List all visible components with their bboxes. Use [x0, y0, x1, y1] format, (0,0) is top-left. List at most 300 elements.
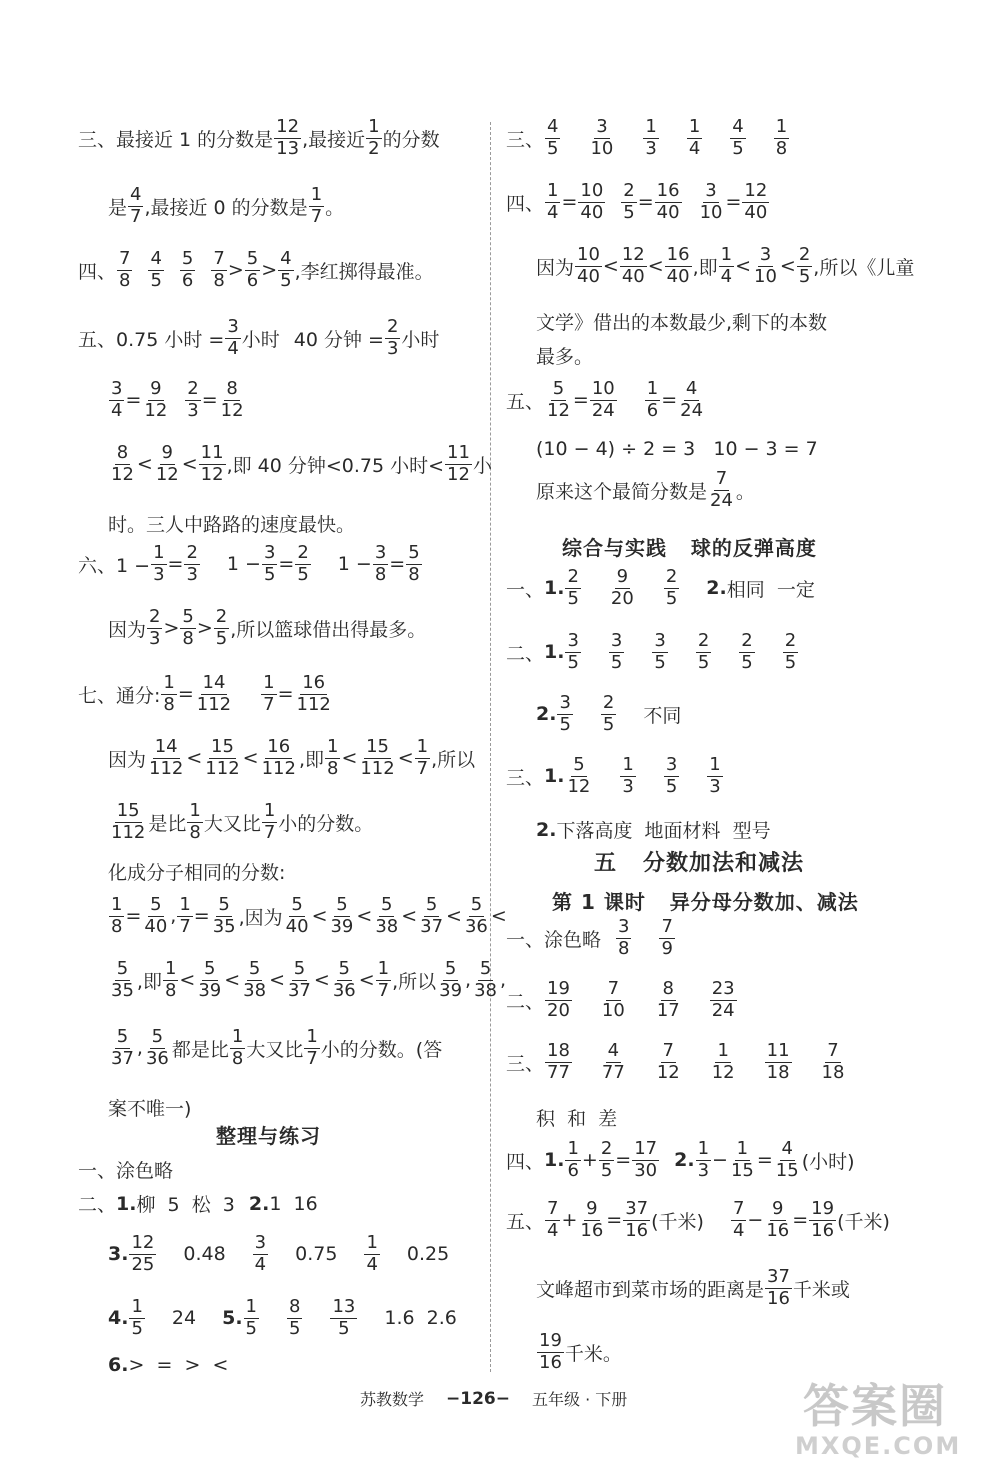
denominator: 6	[246, 269, 259, 291]
denominator: 12	[111, 463, 134, 485]
answer-text: 三、	[506, 128, 545, 151]
fraction	[418, 896, 445, 937]
denominator: 16	[580, 1219, 604, 1241]
denominator: 5	[280, 269, 292, 291]
left-s3-line2	[78, 186, 344, 227]
answer-text: =	[725, 191, 742, 214]
denominator: 7	[306, 1047, 318, 1069]
numerator: 9	[161, 442, 173, 463]
practice-s3-line2	[506, 816, 771, 843]
fraction	[109, 444, 136, 485]
answer-text: 原来这个最简分数是	[536, 480, 708, 503]
fraction	[278, 250, 293, 291]
fraction	[687, 118, 702, 159]
denominator: 12	[220, 399, 244, 421]
fraction	[621, 182, 636, 223]
practice-s2-line2	[506, 694, 681, 735]
denominator: 5	[131, 1317, 143, 1339]
numerator: 2	[567, 566, 579, 587]
denominator: 4	[111, 399, 123, 421]
practice-s3-line1	[506, 756, 724, 797]
fraction	[286, 960, 313, 1001]
fraction	[437, 960, 464, 1001]
denominator: 18	[821, 1061, 845, 1083]
answer-text: =	[177, 683, 194, 706]
answer-text: 一、	[506, 578, 545, 601]
numerator: 7	[661, 916, 673, 937]
denominator: 24	[680, 399, 704, 421]
answer-text: (小时)	[801, 1150, 855, 1173]
numerator: 11	[447, 442, 470, 463]
answer-text: >	[227, 259, 244, 282]
denominator: 39	[198, 979, 222, 1001]
denominator: 2	[368, 137, 380, 159]
answer-text: =	[201, 389, 218, 412]
answer-text: 大又比	[246, 1038, 304, 1061]
numerator: 11	[766, 1040, 790, 1061]
numerator: 16	[666, 244, 690, 265]
fraction	[565, 756, 592, 797]
fraction	[211, 896, 238, 937]
fraction	[696, 1140, 711, 1181]
denominator: 40	[580, 201, 604, 223]
fraction	[117, 250, 132, 291]
numerator: 5	[408, 542, 420, 563]
denominator: 16	[539, 1351, 562, 1373]
answer-text: 2.	[706, 577, 727, 600]
answer-text: 1.	[544, 641, 565, 664]
answer-text: <	[311, 905, 328, 928]
numerator: 9	[616, 566, 629, 587]
fraction	[199, 444, 226, 485]
answer-text: 1.	[116, 1192, 137, 1215]
numerator: 2	[149, 606, 161, 627]
numerator: 3	[596, 116, 608, 137]
answer-text: 四、	[506, 1150, 545, 1173]
numerator: 2	[798, 244, 811, 265]
numerator: 1	[416, 736, 429, 757]
numerator: 5	[338, 958, 350, 979]
numerator: 4	[280, 248, 292, 269]
numerator: 19	[811, 1198, 835, 1219]
answer-text: <	[602, 255, 619, 278]
numerator: 10	[591, 378, 615, 399]
denominator: 40	[656, 201, 680, 223]
numerator: 1	[688, 116, 701, 137]
answer-text: <	[397, 747, 414, 770]
fraction	[774, 1140, 801, 1181]
numerator: 3	[559, 692, 571, 713]
fraction	[187, 802, 202, 843]
denominator: 38	[243, 979, 267, 1001]
denominator: 112	[360, 757, 395, 779]
answer-text: −	[747, 1209, 764, 1232]
numerator: 2	[600, 1138, 613, 1159]
denominator: 77	[547, 1061, 570, 1083]
answer-text: =	[389, 553, 406, 576]
denominator: 5	[289, 1317, 301, 1339]
answer-text: <	[269, 969, 285, 992]
column-divider	[490, 122, 491, 1372]
numerator: 7	[547, 1198, 559, 1219]
numerator: 2	[697, 630, 710, 651]
left-s4	[78, 250, 434, 291]
denominator: 3	[709, 775, 721, 797]
denominator: 35	[212, 915, 236, 937]
numerator: 7	[213, 248, 225, 269]
right-s5-line3	[506, 470, 755, 511]
fraction	[764, 1200, 791, 1241]
left-s5-line3	[78, 444, 492, 485]
denominator: 4	[227, 337, 239, 359]
denominator: 39	[439, 979, 463, 1001]
numerator: 5	[246, 248, 259, 269]
numerator: 17	[634, 1138, 658, 1159]
numerator: 5	[425, 894, 438, 915]
fraction	[557, 694, 572, 735]
numerator: 8	[289, 1296, 301, 1317]
answer-text: 三、最接近 1 的分数是	[78, 128, 274, 151]
denominator: 8	[119, 269, 131, 291]
numerator: 3	[759, 244, 772, 265]
answer-text: 积 和 差	[536, 1108, 618, 1130]
answer-text: 1.	[544, 577, 565, 600]
answer-text: 1.	[544, 765, 565, 788]
fraction	[463, 896, 490, 937]
denominator: 5	[654, 651, 666, 673]
numerator: 1	[709, 754, 721, 775]
fraction	[325, 738, 340, 779]
denominator: 77	[601, 1061, 625, 1083]
numerator: 5	[116, 1026, 129, 1047]
fraction	[545, 118, 560, 159]
answer-text: <	[179, 969, 196, 992]
numerator: 2	[386, 316, 399, 337]
fraction	[645, 380, 660, 421]
answer-text: 1.6 2.6	[384, 1307, 457, 1330]
left-s7-line8	[78, 1094, 191, 1121]
fraction	[241, 960, 268, 1001]
fraction	[623, 1200, 650, 1241]
numerator: 8	[662, 978, 674, 999]
numerator: 7	[119, 248, 131, 269]
answer-text: 案不唯一)	[108, 1098, 192, 1120]
fraction	[665, 246, 692, 287]
numerator: 4	[130, 184, 142, 205]
left-s7-line1	[78, 674, 334, 715]
fraction	[109, 802, 147, 843]
answer-text: ,	[170, 905, 177, 928]
answer-text: 相同 一定	[726, 578, 815, 601]
numerator: 5	[150, 894, 162, 915]
denominator: 7	[263, 693, 275, 715]
answer-text: 是比	[148, 812, 187, 835]
denominator: 7	[179, 915, 191, 937]
answer-text: 柳 5 松 3	[136, 1194, 235, 1216]
answer-text: (10 − 4) ÷ 2 = 3 10 − 3 = 7	[536, 438, 818, 460]
numerator: 5	[151, 1026, 164, 1047]
numerator: 1	[263, 800, 276, 821]
denominator: 3	[186, 563, 198, 585]
fraction	[147, 608, 162, 649]
denominator: 5	[559, 713, 571, 735]
fraction	[211, 250, 226, 291]
fraction	[304, 1028, 319, 1069]
answer-text: 时。三人中路路的速度最快。	[108, 514, 356, 536]
left-s6-line1	[78, 544, 423, 585]
answer-text: =	[661, 389, 678, 412]
denominator: 5	[600, 1159, 613, 1181]
numerator: 3	[567, 630, 579, 651]
answer-text: ,	[136, 1037, 143, 1060]
answer-text: <	[735, 255, 751, 278]
fraction	[545, 1200, 560, 1241]
fraction	[129, 1234, 156, 1275]
denominator: 5	[567, 587, 579, 609]
fraction	[163, 960, 178, 1001]
fraction	[655, 980, 682, 1021]
answer-text: 三、	[506, 766, 545, 789]
denominator: 10	[754, 265, 777, 287]
answer-text: 不同	[643, 704, 682, 727]
right-s5-line2	[506, 438, 818, 460]
fraction	[180, 250, 195, 291]
answer-text: 0.48	[183, 1243, 226, 1266]
denominator: 5	[338, 1317, 350, 1339]
answer-text: <	[647, 255, 664, 278]
answer-text: >	[261, 259, 278, 282]
numerator: 5	[182, 606, 194, 627]
review-q3	[78, 1234, 449, 1275]
numerator: 1	[163, 672, 175, 693]
numerator: 1	[366, 1232, 378, 1253]
unit-s2	[506, 980, 738, 1021]
answer-text: 一、涂色略	[506, 928, 602, 951]
fraction	[161, 674, 176, 715]
denominator: 3	[153, 563, 165, 585]
numerator: 9	[772, 1198, 784, 1219]
answer-text: 2.	[536, 703, 557, 726]
fraction	[109, 896, 124, 937]
fraction	[109, 1028, 136, 1069]
fraction	[659, 918, 674, 959]
answer-text: 因为	[536, 256, 575, 279]
fraction	[284, 896, 311, 937]
answer-text: 一、涂色略	[78, 1160, 174, 1182]
fraction	[129, 1298, 144, 1339]
fraction	[196, 960, 223, 1001]
fraction	[707, 756, 722, 797]
numerator: 7	[662, 1040, 674, 1061]
answer-text: ,所以篮球借出得最多。	[230, 618, 427, 641]
denominator: 4	[720, 265, 733, 287]
denominator: 4	[688, 137, 701, 159]
numerator: 1	[131, 1296, 143, 1317]
numerator: 5	[204, 958, 216, 979]
left-s7-line2	[78, 738, 475, 779]
denominator: 5	[150, 269, 162, 291]
denominator: 10	[699, 201, 723, 223]
fraction	[731, 1200, 746, 1241]
answer-text: =	[756, 1149, 773, 1172]
denominator: 8	[182, 627, 194, 649]
fraction	[600, 980, 627, 1021]
denominator: 8	[618, 937, 630, 959]
numerator: 10	[580, 180, 604, 201]
denominator: 15	[730, 1159, 754, 1181]
answer-text: ,因为	[238, 906, 283, 929]
fraction	[588, 118, 615, 159]
denominator: 5	[610, 651, 623, 673]
fraction	[820, 1042, 847, 1083]
numerator: 3	[665, 754, 678, 775]
numerator: 7	[607, 978, 620, 999]
fraction	[765, 1042, 792, 1083]
answer-text: 2.	[536, 818, 557, 841]
answer-text: ,最接近	[302, 128, 366, 151]
denominator: 16	[766, 1219, 790, 1241]
denominator: 8	[213, 269, 225, 291]
fraction	[230, 1028, 245, 1069]
denominator: 5	[665, 587, 678, 609]
fraction	[309, 186, 324, 227]
answer-text: <	[490, 905, 507, 928]
denominator: 17	[656, 999, 680, 1021]
answer-text: >	[196, 617, 213, 640]
numerator: 9	[150, 378, 162, 399]
answer-text: 千米。	[564, 1342, 622, 1365]
numerator: 3	[705, 180, 717, 201]
fraction	[385, 318, 400, 359]
numerator: 2	[784, 630, 797, 651]
fraction	[142, 380, 169, 421]
fraction	[185, 380, 200, 421]
unit-s5-answer1	[506, 1268, 850, 1309]
denominator: 6	[567, 1159, 579, 1181]
fraction	[696, 632, 711, 673]
numerator: 2	[215, 606, 228, 627]
answer-text: 五、	[506, 390, 545, 413]
numerator: 16	[267, 736, 291, 757]
answer-text: ,	[465, 969, 472, 992]
numerator: 2	[297, 542, 309, 563]
numerator: 1	[179, 894, 191, 915]
answer-text: 40 分钟 =	[293, 328, 384, 351]
answer-text: 。	[325, 196, 345, 219]
denominator: 20	[547, 999, 570, 1021]
fraction	[225, 318, 240, 359]
denominator: 8	[231, 1047, 244, 1069]
grade-label: 五年级 · 下册	[532, 1390, 628, 1409]
answer-text: 1 −	[226, 553, 261, 576]
numerator: 18	[547, 1040, 570, 1061]
answer-text: 三、	[506, 1052, 545, 1075]
fraction	[710, 980, 737, 1021]
denominator: 37	[420, 915, 444, 937]
numerator: 23	[711, 978, 735, 999]
denominator: 10	[590, 137, 614, 159]
fraction	[783, 632, 798, 673]
answer-text: <	[136, 453, 153, 476]
unit-s5	[506, 1200, 890, 1241]
denominator: 5	[245, 1317, 257, 1339]
fraction	[565, 1140, 580, 1181]
answer-text: ,	[500, 969, 507, 992]
numerator: 1	[189, 800, 201, 821]
answer-text: <	[313, 969, 330, 992]
denominator: 39	[330, 915, 354, 937]
denominator: 5	[665, 775, 678, 797]
answer-text: +	[561, 1209, 578, 1232]
fraction	[578, 1200, 605, 1241]
answer-text: ,所以	[392, 970, 437, 993]
answer-text: 小时	[241, 328, 280, 351]
fraction	[765, 1268, 792, 1309]
answer-text: >	[163, 617, 180, 640]
answer-text: 七、通分:	[78, 684, 161, 707]
denominator: 5	[741, 651, 753, 673]
denominator: 4	[732, 1219, 745, 1241]
fraction	[742, 182, 769, 223]
numerator: 4	[547, 116, 559, 137]
denominator: 3	[149, 627, 161, 649]
fraction	[643, 118, 658, 159]
fraction	[655, 1042, 682, 1083]
numerator: 3	[654, 630, 666, 651]
fraction	[261, 674, 276, 715]
right-s5-line1	[506, 380, 706, 421]
answer-text: <	[358, 969, 375, 992]
denominator: 4	[547, 201, 559, 223]
answer-text: 是	[108, 196, 128, 219]
denominator: 8	[111, 915, 123, 937]
denominator: 4	[254, 1253, 267, 1275]
fraction	[195, 674, 233, 715]
denominator: 5	[547, 137, 559, 159]
fraction	[797, 246, 812, 287]
fraction	[295, 674, 333, 715]
answer-text: <	[341, 747, 358, 770]
fraction	[545, 980, 572, 1021]
fraction	[331, 960, 358, 1001]
fraction	[445, 444, 472, 485]
answer-text: 3.	[108, 1243, 129, 1266]
numerator: 1	[717, 1040, 729, 1061]
denominator: 4	[547, 1219, 559, 1241]
fraction	[620, 246, 647, 287]
denominator: 12	[547, 399, 570, 421]
fraction	[245, 250, 260, 291]
answer-text: 小的分数。	[278, 812, 374, 835]
numerator: 7	[827, 1040, 839, 1061]
review-s1	[78, 1156, 173, 1183]
left-s7-line3	[78, 802, 373, 843]
unit-s3-words	[506, 1104, 617, 1131]
fraction	[809, 1200, 836, 1241]
fraction	[774, 118, 789, 159]
answer-text: > = > <	[128, 1354, 229, 1376]
numerator: 7	[715, 468, 728, 489]
answer-text: =	[606, 1209, 623, 1232]
numerator: 37	[625, 1198, 649, 1219]
watermark-logo	[795, 1370, 970, 1465]
numerator: 8	[116, 442, 129, 463]
book-name: 苏教数学	[360, 1390, 425, 1409]
page-number: −126−	[446, 1388, 510, 1409]
denominator: 30	[634, 1159, 658, 1181]
fraction	[287, 1298, 302, 1339]
answer-text: <	[224, 969, 241, 992]
